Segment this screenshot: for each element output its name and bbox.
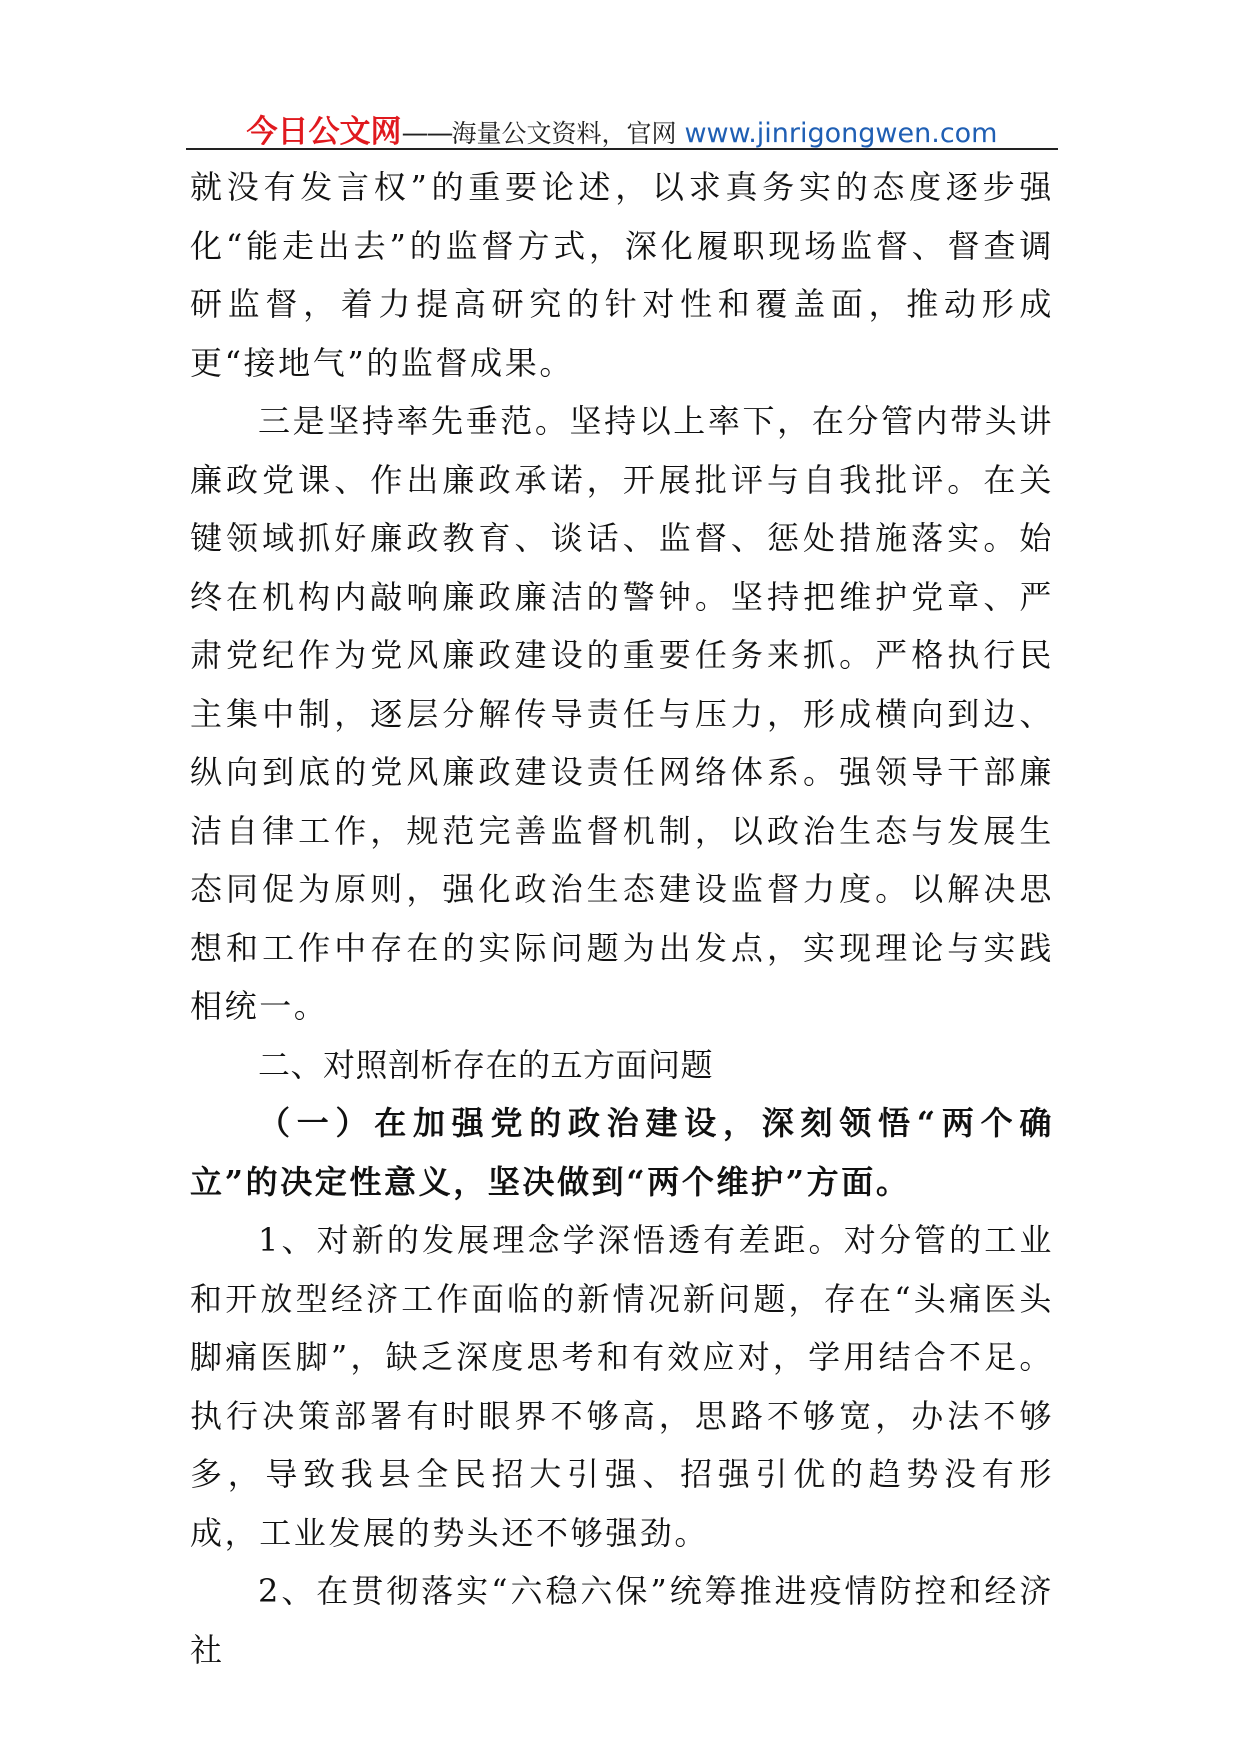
header-dash: —— xyxy=(401,118,452,149)
site-header xyxy=(186,106,1058,150)
paragraph-lead-by-example: 三是坚持率先垂范。坚持以上率下，在分管内带头讲廉政党课、作出廉政承诺，开展批评与自我批评。在关键领域抓好廉政教育、谈话、监督、惩处措施落实。始终在机构内敲响廉政廉洁的警钟。坚持把维护党章、严肃党纪作为党风廉政建设的重要任务来抓。严格执行民主集中制，逐层分解传导责任与压力，形成横向到边、纵向到底的党风廉政建设责任网络体系。强领导干部廉洁自律工作，规范完善监督机制，以政治生态与发展生态同促为原则，强化政治生态建设监督力度。以解决思想和工作中存在的实际问题为出发点，实现理论与实践相统一。 xyxy=(190,402,1054,1025)
section-heading: 二、对照剖析存在的五方面问题 xyxy=(258,1045,714,1084)
site-brand: 今日公文网 xyxy=(246,114,402,150)
site-url-link[interactable]: www.jinrigongwen.com xyxy=(684,118,998,149)
subsection-heading: （一）在加强党的政治建设，深刻领悟“两个确立”的决定性意义，坚决做到“两个维护”方面。 xyxy=(190,1104,1054,1201)
document-body xyxy=(190,158,1054,1679)
header-slogan: 海量公文资料，官网 xyxy=(451,119,685,148)
paragraph-item-1: 1、对新的发展理念学深悟透有差距。对分管的工业和开放型经济工作面临的新情况新问题，存在“头痛医头脚痛医脚”，缺乏深度思考和有效应对，学用结合不足。执行决策部署有时眼界不够高，思路不够宽，办法不够多，导致我县全民招大引强、招强引优的趋势没有形成，工业发展的势头还不够强劲。 xyxy=(190,1221,1054,1552)
paragraph-continuation: 就没有发言权”的重要论述，以求真务实的态度逐步强化“能走出去”的监督方式，深化履职现场监督、督查调研监督，着力提高研究的针对性和覆盖面，推动形成更“接地气”的监督成果。 xyxy=(190,168,1054,382)
paragraph-item-2: 2、在贯彻落实“六稳六保”统筹推进疫情防控和经济社 xyxy=(190,1572,1054,1669)
